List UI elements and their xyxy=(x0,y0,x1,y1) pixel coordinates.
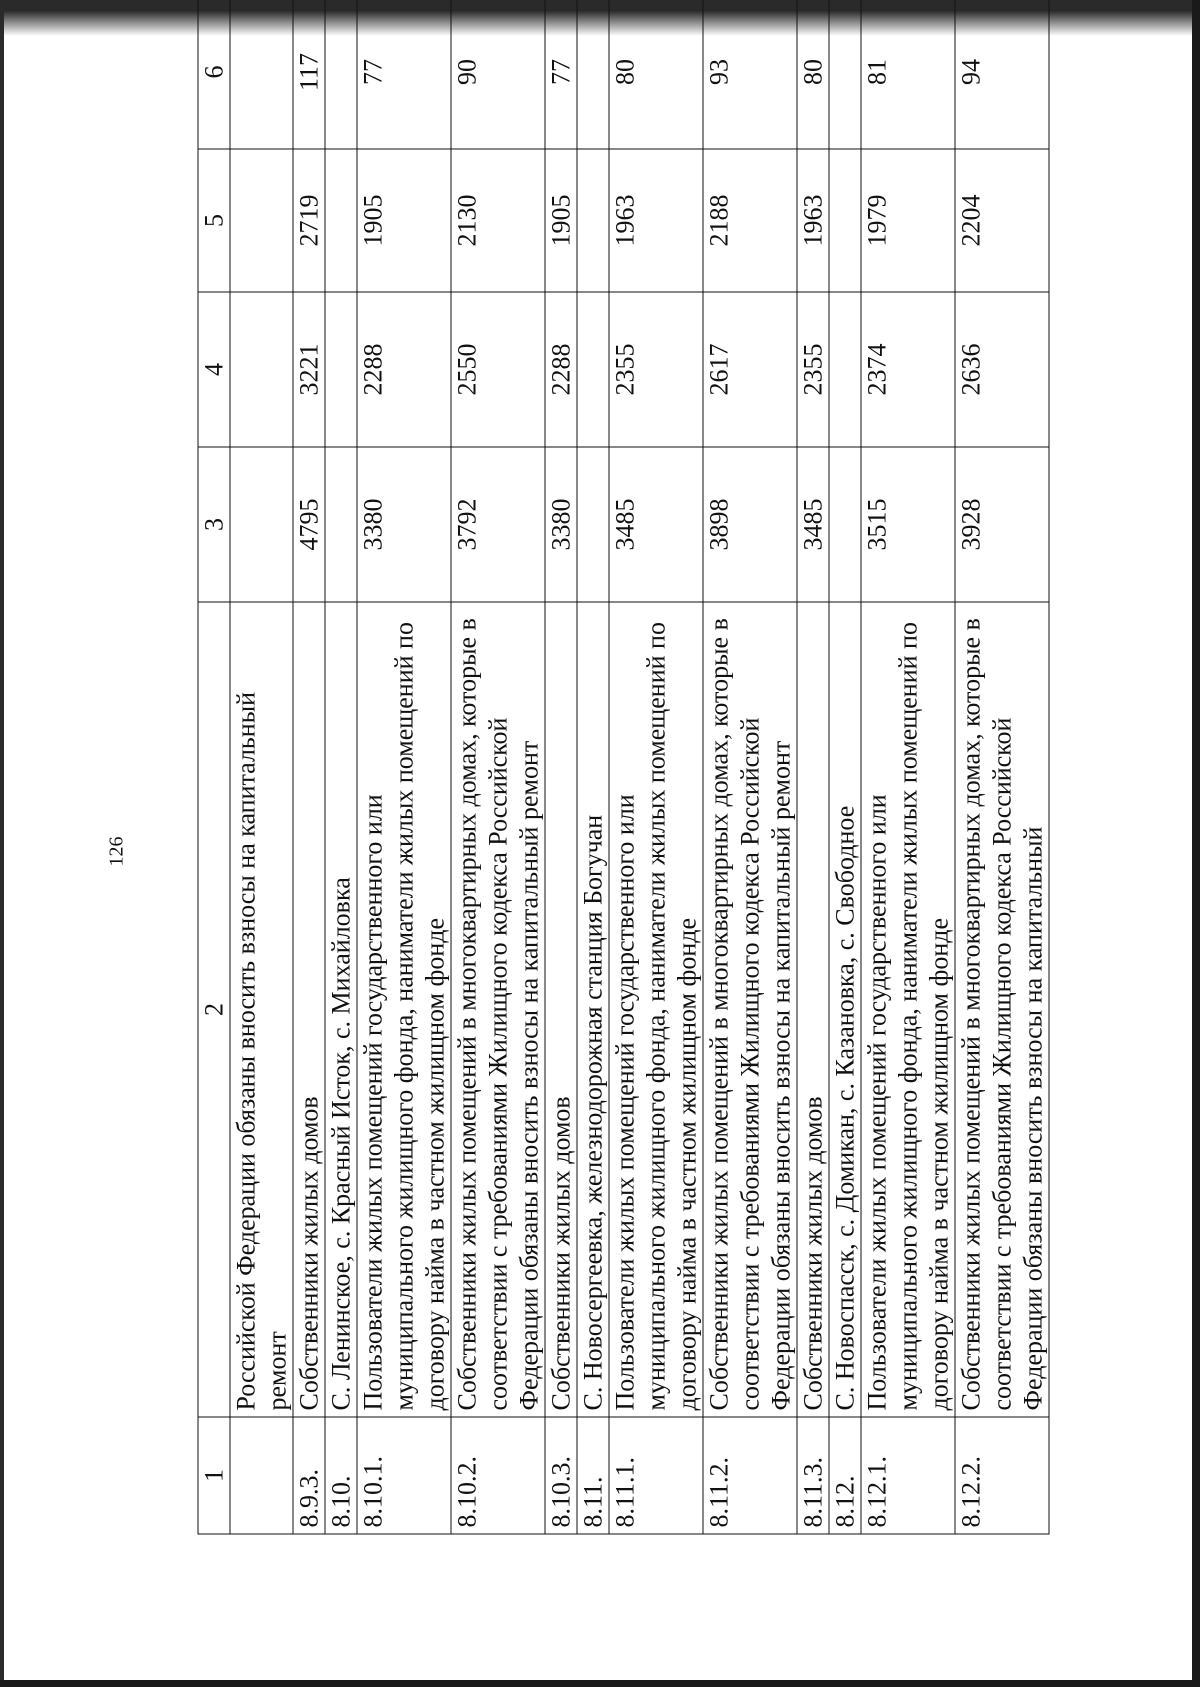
header-cell-5: 5 xyxy=(198,149,230,292)
row-value-6: 77 xyxy=(357,0,451,149)
row-value-6 xyxy=(230,0,293,149)
row-value-3: 3485 xyxy=(609,447,703,602)
row-name: С. Новосергеевка, железнодорожная станция Богучан xyxy=(577,602,609,1417)
row-name: Собственники жилых домов xyxy=(797,602,829,1417)
row-value-4: 2355 xyxy=(609,292,703,447)
row-name: Собственники жилых домов xyxy=(545,602,577,1417)
page-number: 126 xyxy=(105,836,127,867)
row-value-5: 2719 xyxy=(293,149,325,292)
row-value-6 xyxy=(577,0,609,149)
table-row xyxy=(577,0,609,1534)
row-name: С. Ленинское, с. Красный Исток, с. Михайловка xyxy=(325,602,357,1417)
row-code: 8.11.3. xyxy=(797,1417,829,1534)
row-value-4: 2355 xyxy=(797,292,829,447)
row-value-5 xyxy=(829,149,861,292)
header-cell-4: 4 xyxy=(198,292,230,447)
row-value-5 xyxy=(230,149,293,292)
row-name: Собственники жилых домов xyxy=(293,602,325,1417)
row-name: Пользователи жилых помещений государственного или муниципального жилищного фонда, наниматели жилых помещений по договору найма в частном жилищном фонде xyxy=(609,602,703,1417)
table-row xyxy=(293,0,325,1534)
table-row xyxy=(829,0,861,1534)
row-value-6: 77 xyxy=(545,0,577,149)
row-value-6 xyxy=(829,0,861,149)
row-value-4: 2374 xyxy=(861,292,955,447)
row-value-6: 94 xyxy=(955,0,1049,149)
row-value-5: 2188 xyxy=(703,149,797,292)
table-row xyxy=(357,0,451,1534)
row-value-6: 80 xyxy=(609,0,703,149)
row-value-4: 2288 xyxy=(357,292,451,447)
table-row xyxy=(955,0,1049,1534)
table-row xyxy=(325,0,357,1534)
row-value-4: 2288 xyxy=(545,292,577,447)
row-value-3: 3380 xyxy=(357,447,451,602)
row-value-4: 2550 xyxy=(451,292,545,447)
row-value-3: 3380 xyxy=(545,447,577,602)
row-code: 8.10.3. xyxy=(545,1417,577,1534)
row-code xyxy=(230,1417,293,1534)
row-name: Пользователи жилых помещений государственного или муниципального жилищного фонда, наниматели жилых помещений по договору найма в частном жилищном фонде xyxy=(861,602,955,1417)
row-name: Собственники жилых помещений в многоквартирных домах, которые в соответствии с требованиями Жилищного кодекса Российской Федерации обязаны вносить взносы на капитальный ремонт xyxy=(451,602,545,1417)
row-code: 8.11.2. xyxy=(703,1417,797,1534)
row-value-3: 3928 xyxy=(955,447,1049,602)
row-code: 8.12. xyxy=(829,1417,861,1534)
row-value-3: 3485 xyxy=(797,447,829,602)
row-code: 8.10.1. xyxy=(357,1417,451,1534)
row-code: 8.11. xyxy=(577,1417,609,1534)
row-value-5: 1979 xyxy=(861,149,955,292)
row-value-3: 3515 xyxy=(861,447,955,602)
row-value-5: 1905 xyxy=(545,149,577,292)
row-value-3 xyxy=(829,447,861,602)
row-value-5: 1963 xyxy=(609,149,703,292)
row-name: Российской Федерации обязаны вносить взносы на капитальный ремонт xyxy=(230,602,293,1417)
row-value-5 xyxy=(577,149,609,292)
header-cell-2: 2 xyxy=(198,602,230,1417)
table-header-row xyxy=(198,0,230,1534)
row-value-4 xyxy=(829,292,861,447)
table-row xyxy=(230,0,293,1534)
row-name: Собственники жилых помещений в многоквартирных домах, которые в соответствии с требованиями Жилищного кодекса Российской Федерации обязаны вносить взносы на капитальный ремонт xyxy=(703,602,797,1417)
row-value-4: 3221 xyxy=(293,292,325,447)
row-value-3 xyxy=(230,447,293,602)
table-row xyxy=(861,0,955,1534)
row-name: Собственники жилых помещений в многоквартирных домах, которые в соответствии с требованиями Жилищного кодекса Российской Федерации обязаны вносить взносы на капитальный xyxy=(955,602,1049,1417)
row-value-6: 117 xyxy=(293,0,325,149)
row-value-6: 90 xyxy=(451,0,545,149)
row-code: 8.10. xyxy=(325,1417,357,1534)
row-code: 8.11.1. xyxy=(609,1417,703,1534)
row-value-6: 80 xyxy=(797,0,829,149)
table-row xyxy=(451,0,545,1534)
table-row xyxy=(609,0,703,1534)
table-row xyxy=(545,0,577,1534)
row-value-3: 4795 xyxy=(293,447,325,602)
header-cell-6: 6 xyxy=(198,0,230,149)
row-value-3 xyxy=(577,447,609,602)
row-name: С. Новоспасск, с. Домикан, с. Казановка, с. Свободное xyxy=(829,602,861,1417)
header-cell-1: 1 xyxy=(198,1417,230,1534)
row-value-5: 1905 xyxy=(357,149,451,292)
table-row xyxy=(797,0,829,1534)
row-code: 8.12.1. xyxy=(861,1417,955,1534)
header-cell-3: 3 xyxy=(198,447,230,602)
row-value-4 xyxy=(325,292,357,447)
row-value-3 xyxy=(325,447,357,602)
row-code: 8.12.2. xyxy=(955,1417,1049,1534)
row-value-4: 2636 xyxy=(955,292,1049,447)
row-name: Пользователи жилых помещений государственного или муниципального жилищного фонда, наниматели жилых помещений по договору найма в частном жилищном фонде xyxy=(357,602,451,1417)
row-value-4: 2617 xyxy=(703,292,797,447)
row-value-5 xyxy=(325,149,357,292)
row-value-6: 93 xyxy=(703,0,797,149)
row-value-5: 1963 xyxy=(797,149,829,292)
row-value-5: 2204 xyxy=(955,149,1049,292)
table-row xyxy=(703,0,797,1534)
row-code: 8.10.2. xyxy=(451,1417,545,1534)
row-code: 8.9.3. xyxy=(293,1417,325,1534)
row-value-4 xyxy=(577,292,609,447)
row-value-6 xyxy=(325,0,357,149)
tariff-table xyxy=(197,0,1049,1535)
row-value-4 xyxy=(230,292,293,447)
row-value-3: 3898 xyxy=(703,447,797,602)
row-value-3: 3792 xyxy=(451,447,545,602)
row-value-5: 2130 xyxy=(451,149,545,292)
row-value-6: 81 xyxy=(861,0,955,149)
